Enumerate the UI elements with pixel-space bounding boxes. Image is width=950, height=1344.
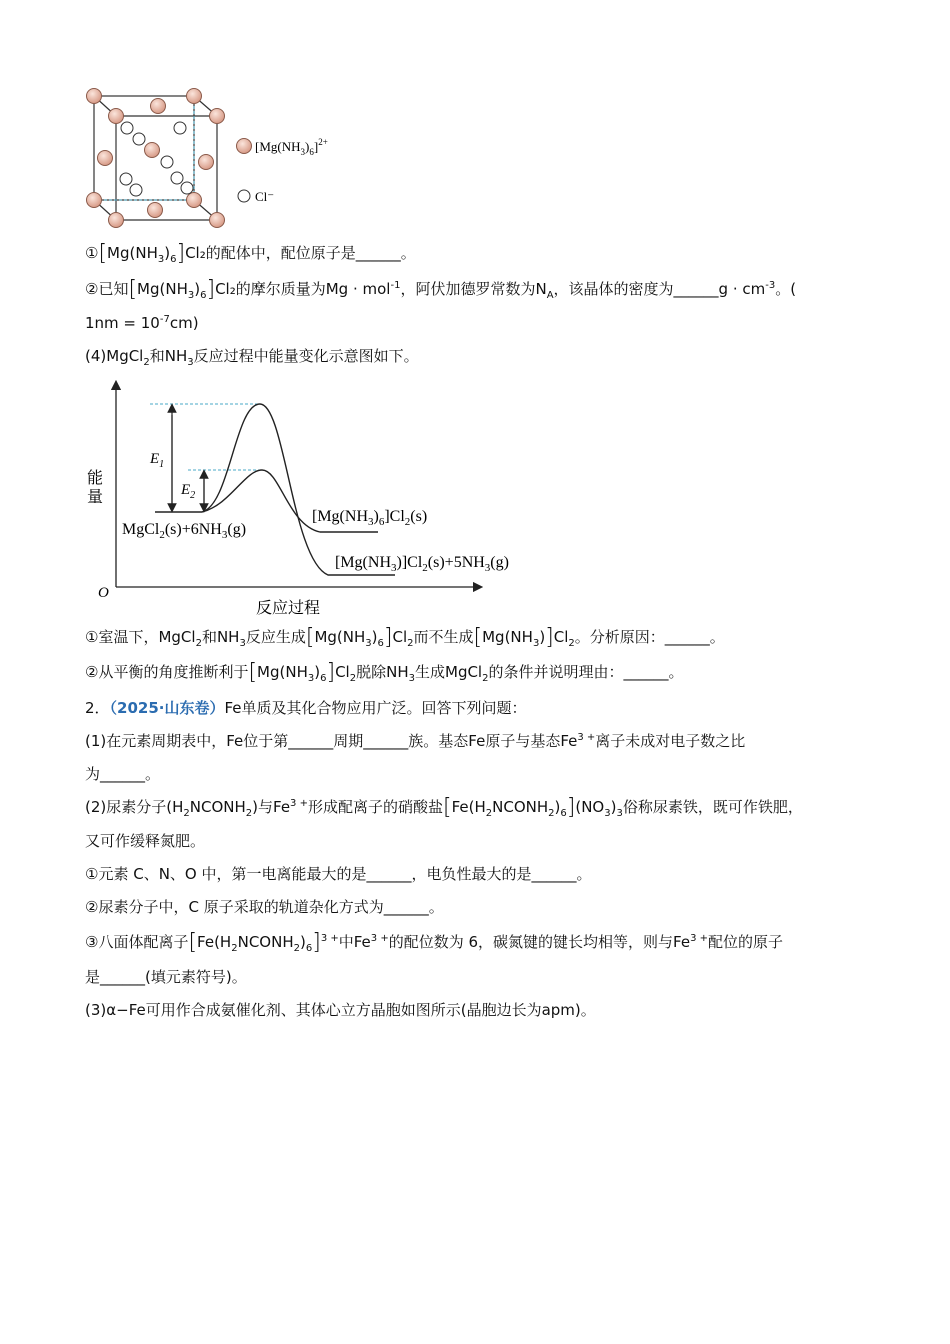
mg-complex-atom	[98, 151, 113, 166]
q2-header: 2．（2025·山东卷）Fe单质及其化合物应用广泛。回答下列问题：	[85, 699, 527, 717]
mg-complex-atom	[109, 213, 124, 228]
mg-complex-atom	[210, 213, 225, 228]
q2-part1-cont: 为______。	[85, 765, 161, 783]
q2-part2: (2)尿素分子$(H_2NCONH_2)$与$Fe^{3 +}$形成配离子的硝酸盐$[Fe(H_2NCONH_2)_6](NO_3)_3$俗称尿素铁，既可作铁肥，	[85, 795, 803, 820]
q1-item2: ②已知$[Mg(NH_3)_6]Cl_2$的摩尔质量为Mg · mol$^{-1}$，阿伏加德罗常数为$N_A$，该晶体的密度为______g · $cm^{-3}$。(	[85, 277, 797, 302]
y-axis-label-1: 能	[87, 468, 104, 487]
legend-cl-label: Cl⁻	[255, 189, 275, 204]
mg-complex-atom	[210, 109, 225, 124]
product1-label: $[Mg(NH_3)_6]Cl_2(s)$	[312, 508, 428, 528]
energy-diagram	[80, 375, 540, 620]
q2-part2-cont: 又可作缓释氮肥。	[85, 832, 206, 850]
cl-ion-atom	[171, 172, 183, 184]
e1-label: $E_1$	[150, 451, 165, 470]
y-axis-label-2: 量	[87, 487, 104, 506]
q1-item1: $①[Mg(NH_3)_6]Cl_2$的配体中，配位原子是______。	[85, 241, 416, 266]
q1-part4: (4)MgCl$_2$和$NH_3$反应过程中能量变化示意图如下。	[85, 347, 419, 368]
cl-ion-atom	[133, 133, 145, 145]
legend-mg-marker	[237, 139, 252, 154]
mg-complex-atom	[148, 203, 163, 218]
mg-complex-atom	[87, 193, 102, 208]
q2-part3: (3)α−Fe可用作合成氨催化剂、其体心立方晶胞如图所示(晶胞边长为apm)。	[85, 1001, 596, 1019]
origin-label: O	[98, 585, 109, 601]
mg-complex-atom	[87, 89, 102, 104]
cl-ion-atom	[161, 156, 173, 168]
q2-sub3-cont: 是______(填元素符号)。	[85, 968, 247, 986]
legend-cl-marker	[238, 190, 250, 202]
cl-ion-atom	[181, 182, 193, 194]
reactant-label: $MgCl_2(s)+6NH_3(g)$	[122, 521, 247, 541]
q1-item2-cont: $1nm = 10^{-7}cm$)	[85, 314, 199, 332]
q2-sub2: ②尿素分子中，C 原子采取的轨道杂化方式为______。	[85, 898, 444, 916]
legend-mg-label: $[Mg(NH_3)_6]^{2+}$	[255, 137, 328, 157]
mg-complex-atom	[199, 155, 214, 170]
cl-ion-atom	[121, 122, 133, 134]
crystal-cell-figure	[80, 82, 380, 242]
q2-sub1: ①元素 C、N、O 中，第一电离能最大的是______，电负性最大的是______。	[85, 865, 592, 883]
mg-complex-atom	[187, 89, 202, 104]
q1b-item2: ②从平衡的角度推断利于$[Mg(NH_3)_6]Cl_2$脱除$NH_3$生成MgCl$_2$的条件并说明理由：______。	[85, 660, 684, 685]
q2-part1: (1)在元素周期表中，Fe位于第______周期______族。基态Fe原子与基态$Fe^{3 +}$离子未成对电子数之比	[85, 732, 746, 750]
q2-source: （2025·山东卷）	[109, 699, 225, 717]
mg-complex-atom	[187, 193, 202, 208]
mg-complex-atom	[109, 109, 124, 124]
cl-ion-atom	[120, 173, 132, 185]
q2-sub3: ③八面体配离子$[Fe(H_2NCONH_2)_6]^{3 +}$中$Fe^{3 +}$的配位数为 6，碳氮键的键长均相等，则与$Fe^{3 +}$配位的原子	[85, 930, 783, 955]
cl-ion-atom	[130, 184, 142, 196]
cl-ion-atom	[174, 122, 186, 134]
x-axis-label: 反应过程	[256, 598, 321, 617]
mg-complex-atom	[145, 143, 160, 158]
e2-label: $E_2$	[181, 482, 196, 501]
product2-label: $[Mg(NH_3)]Cl_2(s)+5NH_3(g)$	[335, 554, 509, 574]
mg-complex-atom	[151, 99, 166, 114]
q1b-item1: ①室温下，MgCl$_2$和$NH_3$反应生成$[Mg(NH_3)_6]Cl_2$而不生成$[Mg(NH_3)]Cl_2$。分析原因：______。	[85, 625, 725, 650]
